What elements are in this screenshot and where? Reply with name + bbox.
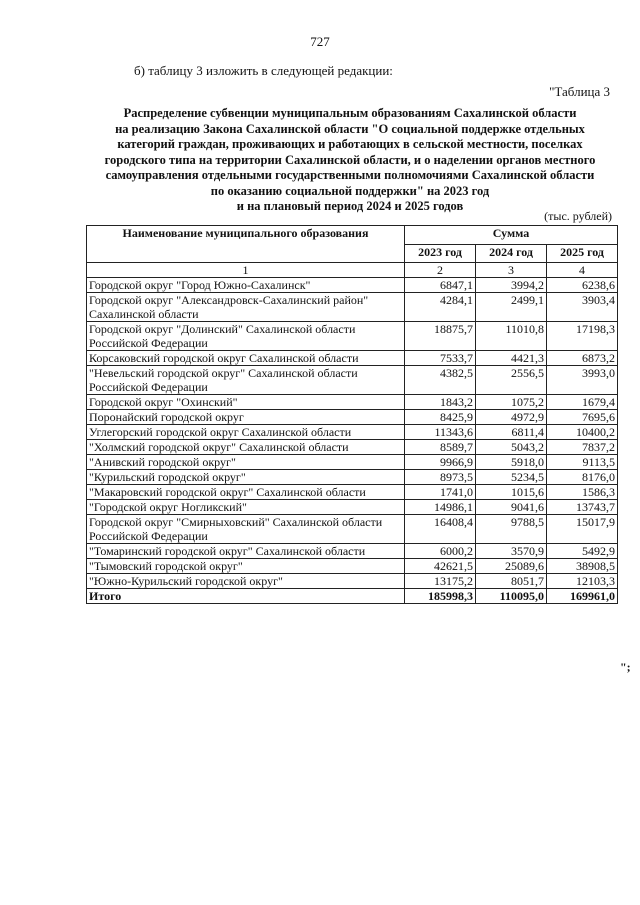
municipality-name: Городской округ "Смирныховский" Сахалинской области Российской Федерации bbox=[87, 515, 405, 544]
value-2025: 7695,6 bbox=[547, 410, 618, 425]
municipality-name: "Томаринский городской округ" Сахалинской области bbox=[87, 544, 405, 559]
instruction-text: б) таблицу 3 изложить в следующей редакции: bbox=[134, 63, 393, 78]
value-2023: 18875,7 bbox=[405, 322, 476, 351]
municipality-name: Городской округ "Город Южно-Сахалинск" bbox=[87, 278, 405, 293]
header-name: Наименование муниципального образования bbox=[87, 226, 405, 263]
municipality-name: "Невельский городской округ" Сахалинской области Российской Федерации bbox=[87, 366, 405, 395]
title-line: категорий граждан, проживающих и работающих в сельской местности, поселках bbox=[117, 137, 583, 151]
municipality-name: Корсаковский городской округ Сахалинской области bbox=[87, 351, 405, 366]
value-2024: 4972,9 bbox=[476, 410, 547, 425]
value-2023: 42621,5 bbox=[405, 559, 476, 574]
value-2025: 6873,2 bbox=[547, 351, 618, 366]
closing-quote: "; bbox=[620, 660, 631, 674]
column-number: 1 bbox=[87, 263, 405, 278]
page-number: 727 bbox=[310, 34, 330, 49]
municipality-name: "Макаровский городской округ" Сахалинской области bbox=[87, 485, 405, 500]
value-2025: 15017,9 bbox=[547, 515, 618, 544]
municipality-name: Углегорский городской округ Сахалинской области bbox=[87, 425, 405, 440]
value-2024: 2556,5 bbox=[476, 366, 547, 395]
table-row bbox=[87, 410, 618, 425]
table-row bbox=[87, 351, 618, 366]
value-2024: 6811,4 bbox=[476, 425, 547, 440]
value-2023: 9966,9 bbox=[405, 455, 476, 470]
municipality-name: "Курильский городской округ" bbox=[87, 470, 405, 485]
value-2025: 10400,2 bbox=[547, 425, 618, 440]
municipality-name: "Холмский городской округ" Сахалинской области bbox=[87, 440, 405, 455]
total-2025: 169961,0 bbox=[547, 589, 618, 604]
total-label: Итого bbox=[87, 589, 405, 604]
value-2024: 2499,1 bbox=[476, 293, 547, 322]
municipality-name: "Анивский городской округ" bbox=[87, 455, 405, 470]
title-line: и на плановый период 2024 и 2025 годов bbox=[236, 199, 464, 213]
column-number: 2 bbox=[405, 263, 476, 278]
column-number: 3 bbox=[476, 263, 547, 278]
municipality-name: "Городской округ Ногликский" bbox=[87, 500, 405, 515]
table-row bbox=[87, 500, 618, 515]
value-2023: 16408,4 bbox=[405, 515, 476, 544]
municipality-name: "Тымовский городской округ" bbox=[87, 559, 405, 574]
value-2024: 5918,0 bbox=[476, 455, 547, 470]
value-2024: 3994,2 bbox=[476, 278, 547, 293]
value-2023: 7533,7 bbox=[405, 351, 476, 366]
value-2023: 6000,2 bbox=[405, 544, 476, 559]
value-2024: 9788,5 bbox=[476, 515, 547, 544]
title-line: Распределение субвенции муниципальным образованиям Сахалинской области bbox=[123, 106, 577, 120]
table-label: "Таблица 3 bbox=[549, 84, 610, 99]
units-label: (тыс. рублей) bbox=[544, 209, 612, 223]
value-2024: 1015,6 bbox=[476, 485, 547, 500]
title-line: самоуправления отдельными государственными полномочиями Сахалинской области bbox=[105, 168, 595, 182]
table-row bbox=[87, 425, 618, 440]
value-2025: 9113,5 bbox=[547, 455, 618, 470]
value-2023: 14986,1 bbox=[405, 500, 476, 515]
value-2025: 8176,0 bbox=[547, 470, 618, 485]
value-2025: 13743,7 bbox=[547, 500, 618, 515]
table-row bbox=[87, 485, 618, 500]
header-year-2025: 2025 год bbox=[547, 244, 618, 263]
subvention-table bbox=[86, 225, 618, 604]
municipality-name: Поронайский городской округ bbox=[87, 410, 405, 425]
value-2025: 12103,3 bbox=[547, 574, 618, 589]
value-2023: 13175,2 bbox=[405, 574, 476, 589]
header-year-2023: 2023 год bbox=[405, 244, 476, 263]
table-row bbox=[87, 395, 618, 410]
value-2023: 8973,5 bbox=[405, 470, 476, 485]
municipality-name: "Южно-Курильский городской округ" bbox=[87, 574, 405, 589]
value-2025: 17198,3 bbox=[547, 322, 618, 351]
table-row bbox=[87, 515, 618, 544]
column-number: 4 bbox=[547, 263, 618, 278]
value-2023: 8425,9 bbox=[405, 410, 476, 425]
municipality-name: Городской округ "Охинский" bbox=[87, 395, 405, 410]
value-2024: 5043,2 bbox=[476, 440, 547, 455]
value-2024: 11010,8 bbox=[476, 322, 547, 351]
municipality-name: Городской округ "Долинский" Сахалинской области Российской Федерации bbox=[87, 322, 405, 351]
table-row bbox=[87, 470, 618, 485]
value-2024: 8051,7 bbox=[476, 574, 547, 589]
total-row bbox=[87, 589, 618, 604]
value-2025: 3903,4 bbox=[547, 293, 618, 322]
value-2023: 1741,0 bbox=[405, 485, 476, 500]
table-title bbox=[80, 106, 620, 215]
value-2024: 1075,2 bbox=[476, 395, 547, 410]
total-2024: 110095,0 bbox=[476, 589, 547, 604]
value-2025: 1679,4 bbox=[547, 395, 618, 410]
value-2023: 4382,5 bbox=[405, 366, 476, 395]
value-2025: 6238,6 bbox=[547, 278, 618, 293]
value-2024: 4421,3 bbox=[476, 351, 547, 366]
table-row bbox=[87, 322, 618, 351]
value-2025: 7837,2 bbox=[547, 440, 618, 455]
value-2023: 6847,1 bbox=[405, 278, 476, 293]
title-line: на реализацию Закона Сахалинской области "О социальной поддержке отдельных bbox=[115, 121, 585, 136]
header-sum: Сумма bbox=[405, 226, 618, 245]
municipality-name: Городской округ "Александровск-Сахалинский район" Сахалинской области bbox=[87, 293, 405, 322]
table-row bbox=[87, 559, 618, 574]
total-2023: 185998,3 bbox=[405, 589, 476, 604]
value-2023: 11343,6 bbox=[405, 425, 476, 440]
value-2024: 3570,9 bbox=[476, 544, 547, 559]
title-line: городского типа на территории Сахалинской области, и о наделении органов местного bbox=[104, 152, 596, 167]
value-2024: 25089,6 bbox=[476, 559, 547, 574]
header-year-2024: 2024 год bbox=[476, 244, 547, 263]
title-line: по оказанию социальной поддержки" на 2023 год bbox=[210, 183, 490, 198]
value-2023: 1843,2 bbox=[405, 395, 476, 410]
value-2024: 5234,5 bbox=[476, 470, 547, 485]
table-row bbox=[87, 278, 618, 293]
table-row bbox=[87, 574, 618, 589]
value-2025: 38908,5 bbox=[547, 559, 618, 574]
table-row bbox=[87, 366, 618, 395]
value-2025: 5492,9 bbox=[547, 544, 618, 559]
value-2025: 1586,3 bbox=[547, 485, 618, 500]
value-2023: 4284,1 bbox=[405, 293, 476, 322]
value-2024: 9041,6 bbox=[476, 500, 547, 515]
table-row bbox=[87, 455, 618, 470]
table-row bbox=[87, 293, 618, 322]
value-2023: 8589,7 bbox=[405, 440, 476, 455]
table-row bbox=[87, 544, 618, 559]
value-2025: 3993,0 bbox=[547, 366, 618, 395]
table-row bbox=[87, 440, 618, 455]
